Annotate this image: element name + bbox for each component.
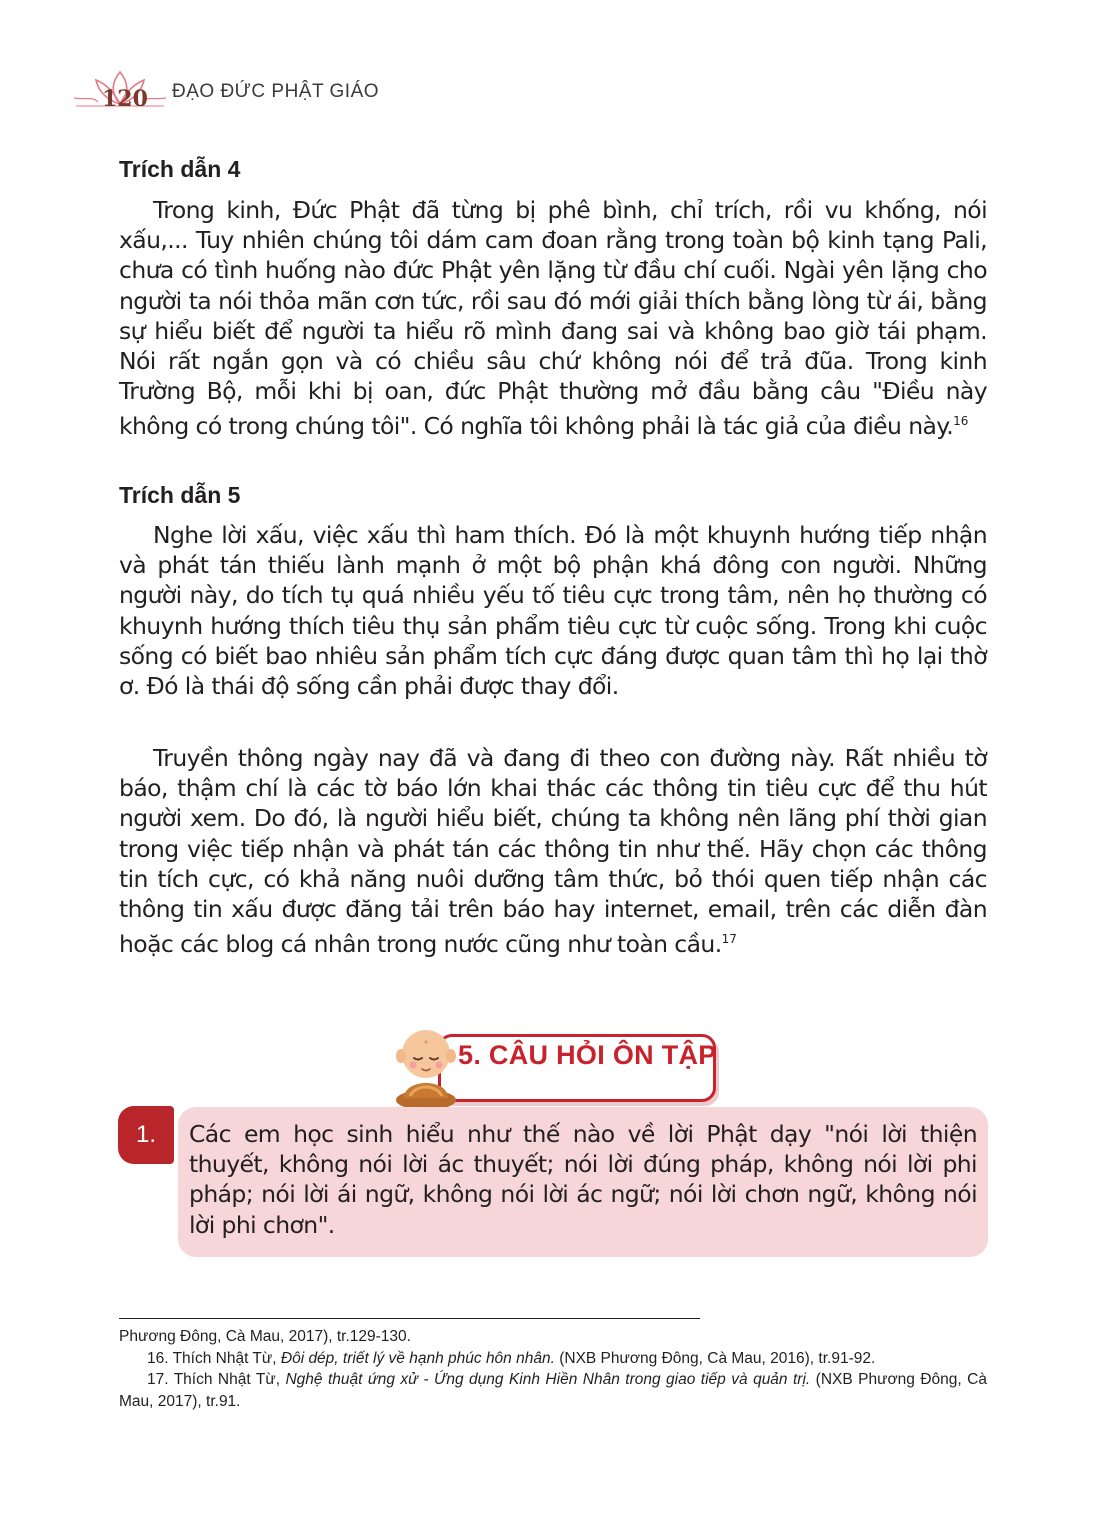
quote-4-heading: Trích dẫn 4 [119,156,241,182]
question-number: 1. [118,1106,174,1164]
footnote-16: 16. Thích Nhật Từ, Đôi dép, triết lý về hạnh phúc hôn nhân. (NXB Phương Đông, Cà Mau, 2016), tr.91-92. [147,1349,876,1367]
footnote-17-title: Nghệ thuật ứng xử - Ứng dụng Kinh Hiền Nhân trong giao tiếp và quản trị. [285,1371,811,1388]
footnote-divider [119,1318,700,1319]
section-title: 5. CÂU HỎI ÔN TẬP [458,1040,717,1070]
page-number: 120 [102,86,148,112]
footnote-16-title: Đôi dép, triết lý về hạnh phúc hôn nhân. [280,1349,555,1367]
footnotes [119,1326,987,1412]
monk-icon [388,1012,468,1112]
page-header [72,66,492,116]
quote-5-paragraph-2: Truyền thông ngày nay đã và đang đi theo con đường này. Rất nhiều tờ báo, thậm chí là các tờ báo lớn khai thác các thông tin tiêu cực để thu hút người xem. Do đó, là người hiểu biết, chúng ta không nên lãng phí thời gian trong việc tiếp nhận và phát tán các thông tin như thế. Hãy chọn các thông tin tích cực, có khả năng nuôi dưỡng tâm thức, bỏ thói quen tiếp nhận các thông tin xấu được đăng tải trên báo hay internet, email, trên các diễn đàn hoặc các blog cá nhân trong nước cũng như toàn cầu.$^{17}$ [119,744,987,959]
quote-4-body [119,195,987,441]
quote-5-heading: Trích dẫn 5 [119,482,241,508]
running-title: ĐẠO ĐỨC PHẬT GIÁO [172,81,380,102]
section-banner [388,1012,718,1112]
footnote-ref-17[interactable]: 17 [721,932,737,947]
question-text: Các em học sinh hiểu như thế nào về lời Phật dạy "nói lời thiện thuyết, không nói lời ác thuyết; nói lời đúng pháp, không nói lời phi pháp; nói lời ái ngữ, không nói lời ác ngữ; nói lời chơn ngữ, không nói lời phi chơn". [189,1120,977,1239]
quote-5-body [119,520,987,701]
quote-5-paragraph-1: Nghe lời xấu, việc xấu thì ham thích. Đó là một khuynh hướng tiếp nhận và phát tán thiếu lành mạnh ở một bộ phận khá đông con người. Những người này, do tích tụ quá nhiều yếu tố tiêu cực trong tâm, nên họ thường có khuynh hướng thích tiêu thụ sản phẩm tiêu cực từ cuộc sống. Trong khi cuộc sống có biết bao nhiêu sản phẩm tích cực đáng được quan tâm thì họ lại thờ ơ. Đó là thái độ sống cần phải được thay đổi. [119,521,987,701]
footnote-ref-16[interactable]: 16 [953,414,969,429]
quote-4-paragraph: Trong kinh, Đức Phật đã từng bị phê bình, chỉ trích, rồi vu khống, nói xấu,... Tuy nhiên chúng tôi dám cam đoan rằng trong toàn bộ kinh tạng Pali, chưa có tình huống nào đức Phật yên lặng từ đầu chí cuối. Ngài yên lặng cho người ta nói thỏa mãn cơn tức, rồi sau đó mới giải thích bằng lòng từ ái, bằng sự hiểu biết để người ta hiểu rõ mình đang sai và không bao giờ tái phạm. Nói rất ngắn gọn và có chiều sâu chứ không nói để trả đũa. Trong kinh Trường Bộ, mỗi khi bị oan, đức Phật thường mở đầu bằng câu "Điều này không có trong chúng tôi". Có nghĩa tôi không phải là tác giả của điều này.$^{16}$ [119,196,987,441]
footnote-17: 17. Thích Nhật Từ, Nghệ thuật ứng xử - Ứng dụng Kinh Hiền Nhân trong giao tiếp và quản trị. (NXB Phương Đông, Cà Mau, 2017), tr.91. [119,1371,987,1410]
footnote-continued: Phương Đông, Cà Mau, 2017), tr.129-130. [119,1328,411,1345]
quote-5-body-2 [119,743,987,959]
